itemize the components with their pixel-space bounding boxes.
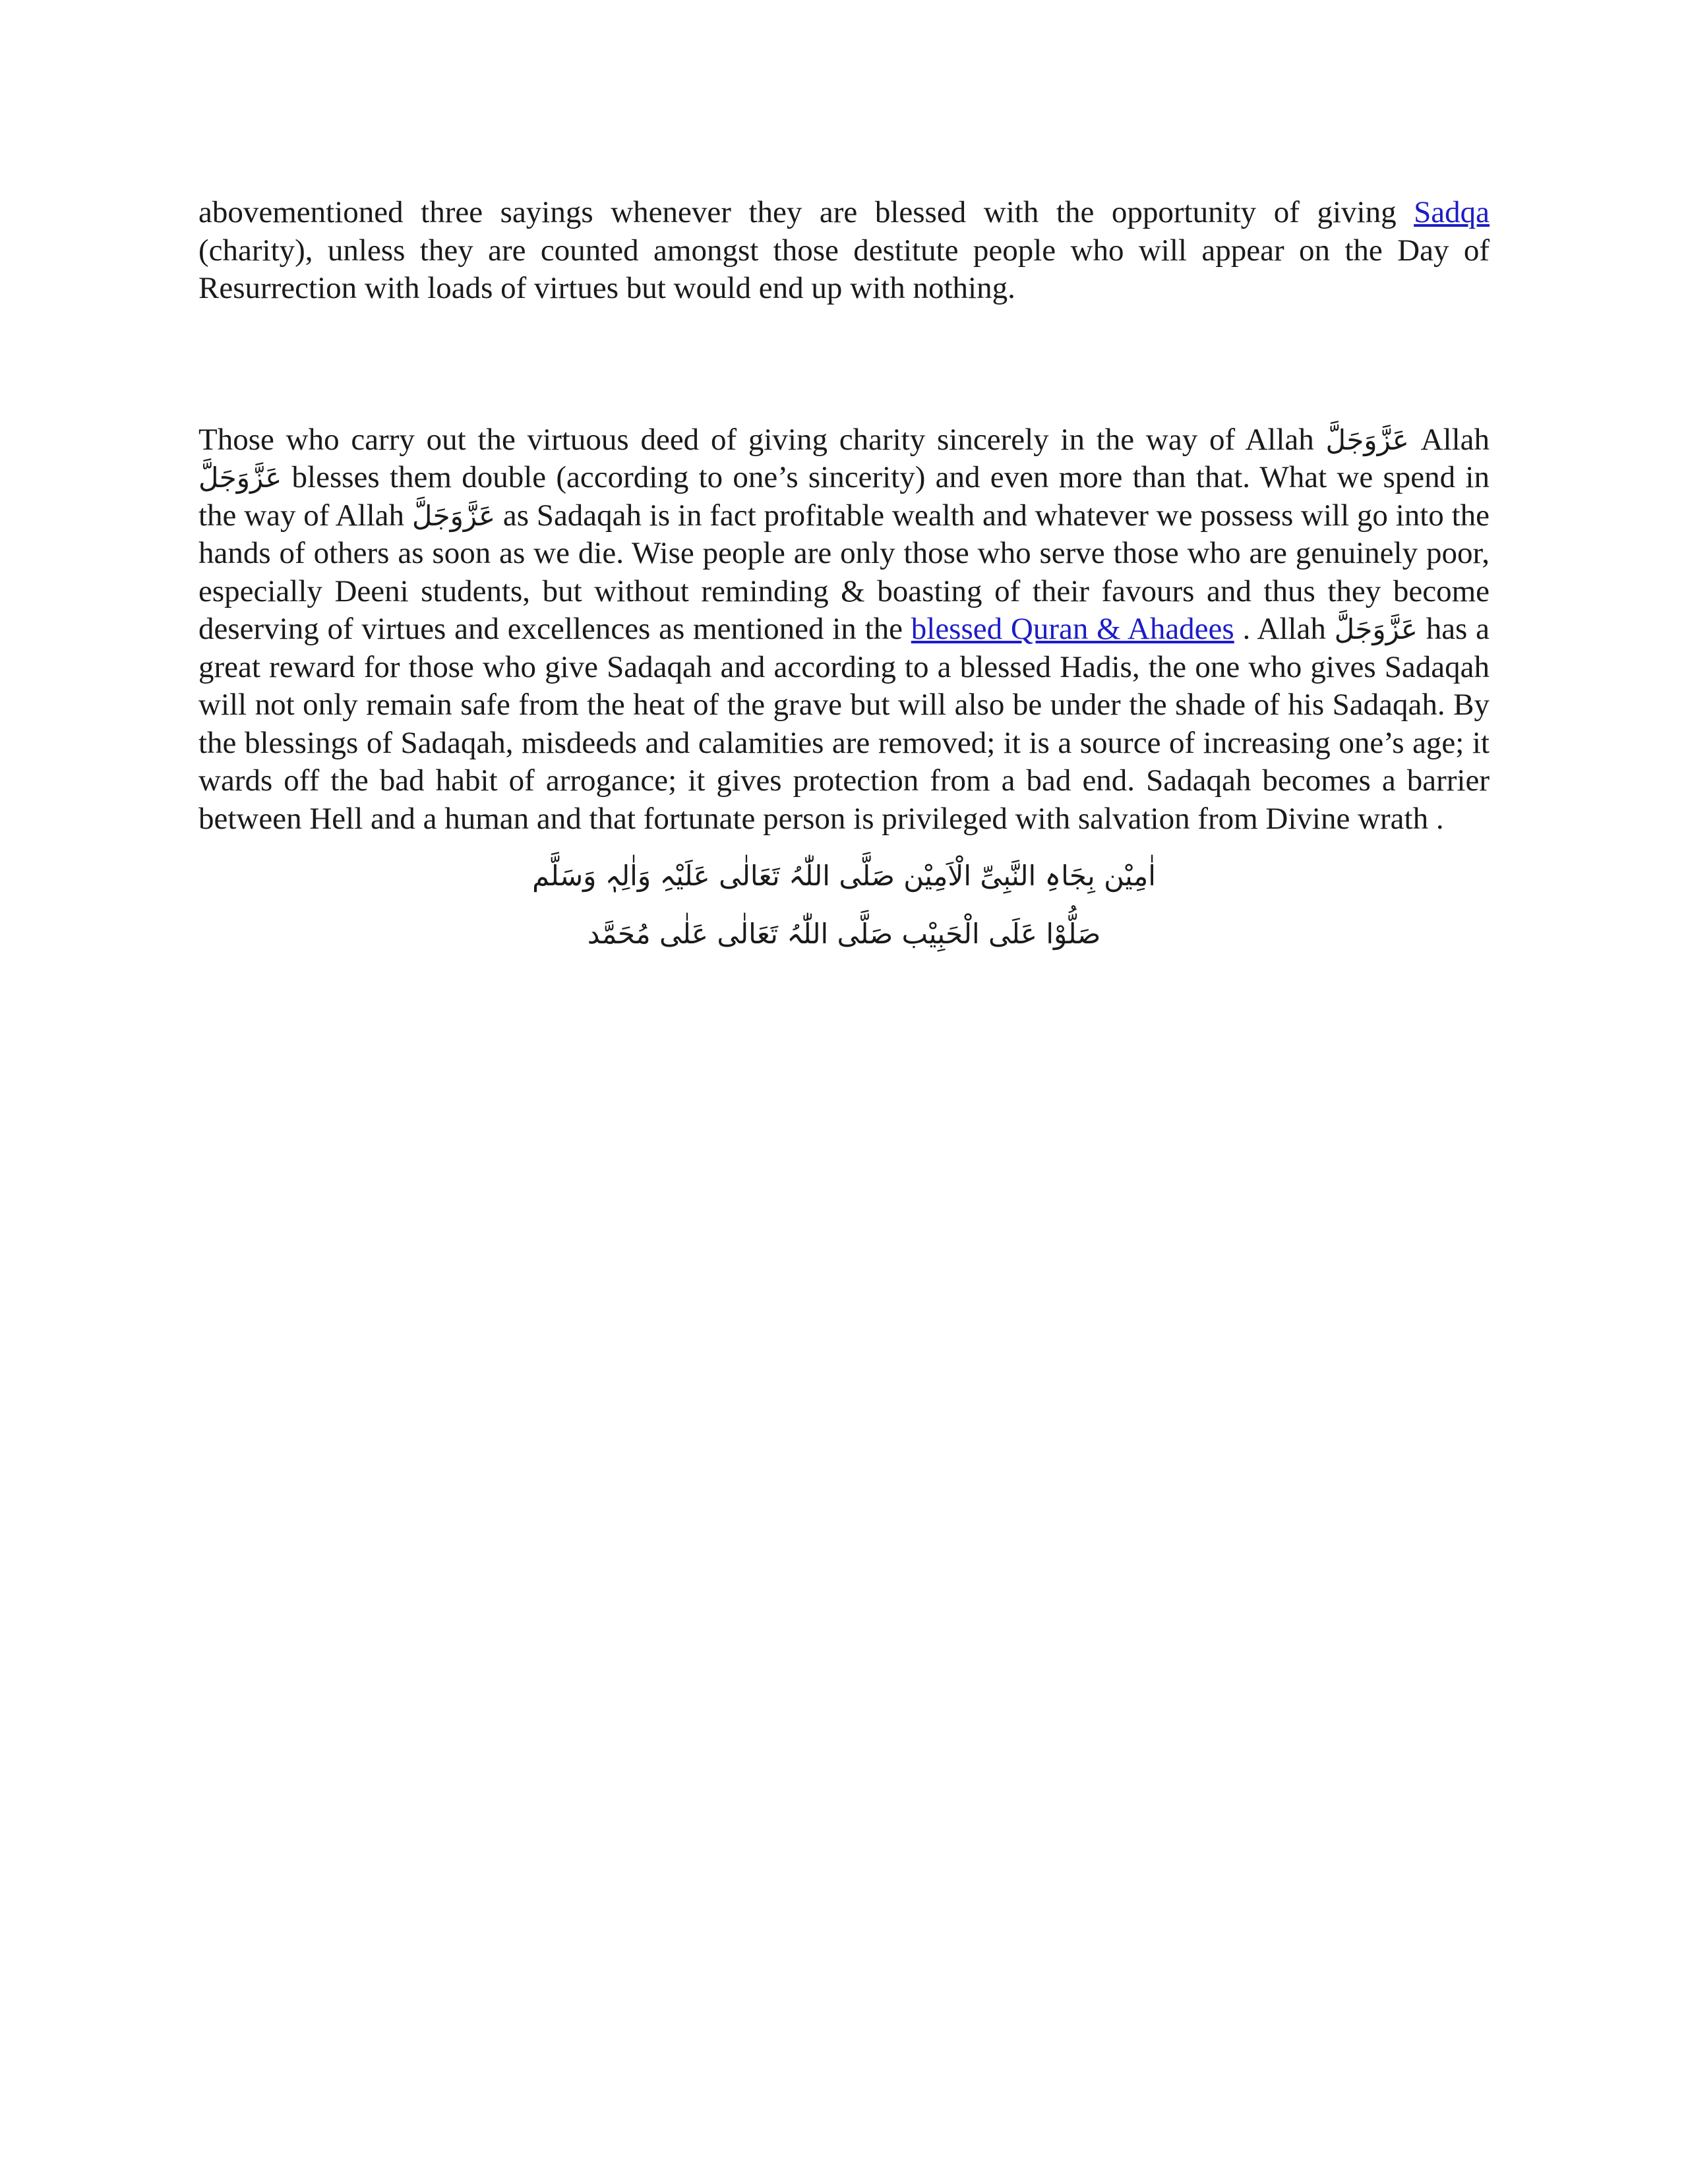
arabic-honorific-2: عَزَّوَجَلَّ <box>198 461 282 494</box>
charity-text-1: Those who carry out the virtuous deed of giving charity sincerely in the way of Allah <box>198 422 1326 457</box>
document-page <box>198 194 1490 963</box>
sadqa-link[interactable]: Sadqa <box>1414 195 1490 229</box>
closing-supplication <box>198 847 1490 963</box>
charity-text-6: has a great reward for those who give Sadaqah and according to a blessed Hadis, the one who gives Sadaqah will not only remain safe from the heat of the grave but will also be under the shade of his Sadaqah. By the blessings of Sadaqah, misdeeds and calamities are removed; it is a source of increasing one’s age; it wards off the bad habit of arrogance; it gives protection from a bad end. Sadaqah becomes a barrier between Hell and a human and that fortunate person is privileged with salvation from Divine wrath . <box>198 612 1490 836</box>
charity-text-2: Allah <box>1408 422 1490 457</box>
closing-line-salawat: صَلُّوْا عَلَی الْحَبِیْب صَلَّی اللّٰہُ تَعَالٰی عَلٰی مُحَمَّد <box>587 918 1101 950</box>
arabic-honorific-1: عَزَّوَجَلَّ <box>1325 423 1409 456</box>
charity-text-4: as Sadaqah is in fact profitable wealth and whatever we possess will go into the hands of others as soon as we die. Wise people are only those who serve those who are genuinely poor, especially Deeni students, but without reminding & boasting of their favours and thus they become deserving of virtues and excellences as mentioned in the <box>198 498 1490 646</box>
arabic-honorific-4: عَزَّوَجَلَّ <box>1334 613 1418 645</box>
paragraph-intro-text-1: abovementioned three sayings whenever they are blessed with the opportunity of giving <box>198 195 1414 229</box>
paragraph-intro <box>198 194 1490 308</box>
charity-text-5: . Allah <box>1234 612 1335 646</box>
paragraph-intro-text-2: (charity), unless they are counted amongst those destitute people who will appear on the Day of Resurrection with loads of virtues but would end up with nothing. <box>198 233 1490 305</box>
arabic-honorific-3: عَزَّوَجَلَّ <box>411 499 496 532</box>
closing-line-ameen: اٰمِیْن بِجَاہِ النَّبِیِّ الْاَمِیْن صَلَّی اللّٰہُ تَعَالٰی عَلَیْہِ وَاٰلِہٖ وَسَلَّم <box>532 860 1156 892</box>
quran-ahadees-link[interactable]: blessed Quran & Ahadees <box>911 612 1234 646</box>
paragraph-charity <box>198 421 1490 839</box>
charity-text-3: blesses them double (according to one’s sincerity) and even more than that. What we spend in the way of Allah <box>198 460 1490 533</box>
